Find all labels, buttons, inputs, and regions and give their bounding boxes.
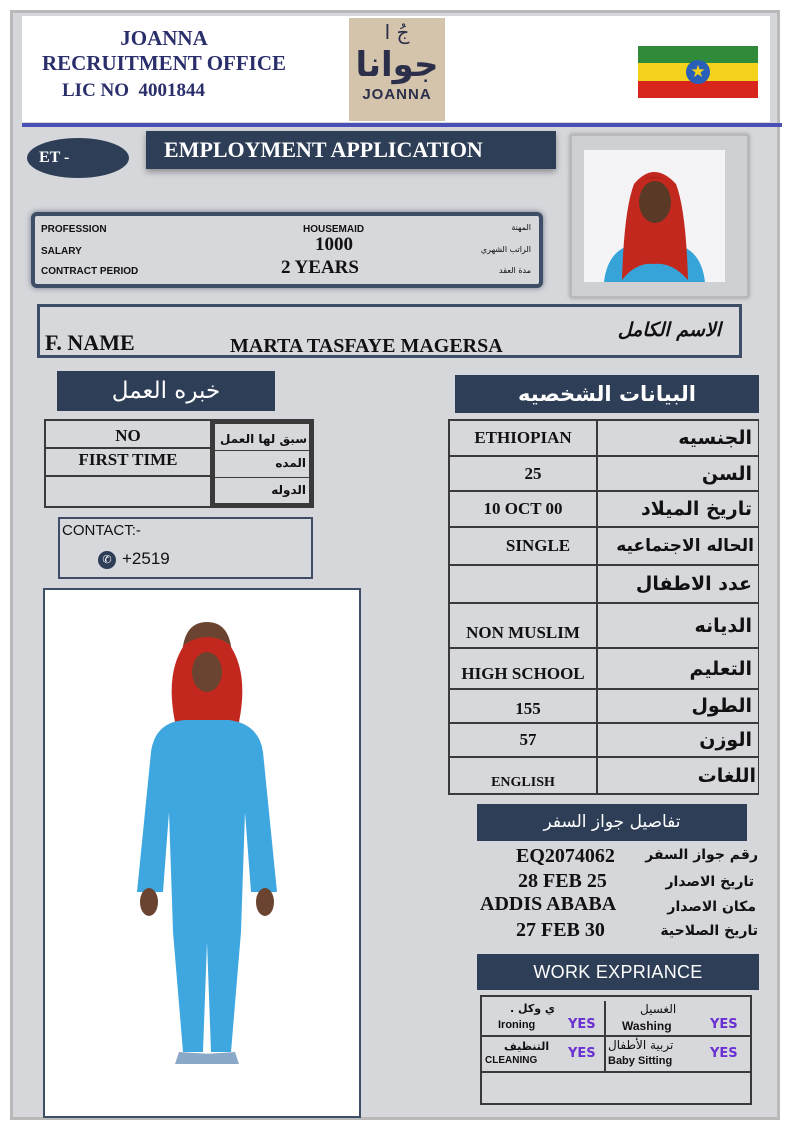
personal-value-5: NON MUSLIM xyxy=(466,622,580,642)
skill-en-3: Baby Sitting xyxy=(608,1055,673,1067)
skill-status-0: YES xyxy=(568,1017,596,1032)
personal-value-cell-9 xyxy=(449,757,597,794)
personal-label-cell-1 xyxy=(597,456,759,491)
profession-value: HOUSEMAID xyxy=(303,224,365,235)
full-name-row xyxy=(37,304,742,358)
personal-value-cell-2 xyxy=(449,491,597,527)
skill-en-2: CLEANING xyxy=(485,1055,538,1066)
skill-ar-3: تربية الأطفال xyxy=(608,1038,674,1052)
experience-value-0: NO xyxy=(46,421,212,449)
passport-label-2: مكان الاصدار xyxy=(667,899,756,915)
contact-box xyxy=(58,517,313,579)
reference-badge xyxy=(27,138,129,178)
personal-label-5: الديانه xyxy=(694,614,752,637)
skill-ar-1: الغسيل xyxy=(640,1002,677,1016)
passport-value-3: 27 FEB 30 xyxy=(516,919,605,941)
personal-value-cell-6 xyxy=(449,648,597,689)
personal-label-cell-6 xyxy=(597,648,759,689)
personal-value-cell-0 xyxy=(449,420,597,456)
skill-en-1: Washing xyxy=(622,1019,672,1033)
personal-label-8: الوزن xyxy=(699,729,752,751)
skill-cell-washing xyxy=(606,1001,750,1037)
salary-label: SALARY xyxy=(41,246,82,257)
personal-label-cell-5 xyxy=(597,603,759,648)
personal-value-9: ENGLISH xyxy=(491,774,555,790)
personal-label-7: الطول xyxy=(691,695,752,717)
passport-value-2: ADDIS ABABA xyxy=(480,893,617,915)
work-experience-heading: WORK EXPRIANCE xyxy=(477,954,759,990)
full-name-value: MARTA TASFAYE MAGERSA xyxy=(230,335,503,357)
personal-data-heading: البيانات الشخصيه xyxy=(455,375,759,413)
flag-emblem-icon: ★ xyxy=(686,60,710,84)
skill-en-0: Ironing xyxy=(498,1019,536,1031)
personal-data-table xyxy=(448,419,759,795)
skill-status-3: YES xyxy=(710,1046,738,1061)
skill-status-1: YES xyxy=(710,1017,738,1032)
personal-value-cell-4 xyxy=(449,565,597,603)
passport-value-1: 28 FEB 25 xyxy=(518,870,607,892)
skill-cell-cleaning xyxy=(482,1037,606,1073)
contact-label: CONTACT:- xyxy=(62,522,141,539)
personal-value-8: 57 xyxy=(519,730,537,749)
personal-label-4: عدد الاطفال xyxy=(635,573,752,595)
personal-label-2: تاريخ الميلاد xyxy=(641,498,752,520)
passport-heading: تفاصيل جواز السفر xyxy=(477,804,747,841)
experience-table xyxy=(44,419,314,508)
logo-arabic: جوانا xyxy=(355,45,439,85)
full-name-label: F. NAME xyxy=(45,330,135,355)
personal-value-2: 10 OCT 00 xyxy=(483,499,563,518)
personal-value-0: ETHIOPIAN xyxy=(474,428,572,447)
ethiopia-flag xyxy=(638,46,758,98)
personal-value-cell-5 xyxy=(449,603,597,648)
full-body-photo xyxy=(43,588,361,1118)
skill-cell-ironing xyxy=(482,1001,606,1037)
skill-status-2: YES xyxy=(568,1046,596,1061)
form-title: EMPLOYMENT APPLICATION xyxy=(146,131,556,169)
personal-label-cell-0 xyxy=(597,420,759,456)
experience-label-0: سبق لها العمل xyxy=(215,424,309,451)
experience-heading: خبره العمل xyxy=(57,371,275,411)
personal-value-cell-3 xyxy=(449,527,597,565)
passport-label-1: تاريخ الاصدار xyxy=(665,874,754,890)
skills-grid xyxy=(480,995,752,1105)
passport-value-0: EQ2074062 xyxy=(516,845,615,867)
profession-label-ar: المهنة xyxy=(511,223,531,232)
contract-label: CONTRACT PERIOD xyxy=(41,266,139,277)
personal-label-1: السن xyxy=(701,462,752,485)
job-details-box xyxy=(31,212,543,288)
office-name-line1: JOANNA xyxy=(120,26,208,50)
logo-latin: JOANNA xyxy=(362,86,432,103)
passport-details xyxy=(470,845,760,950)
personal-label-cell-3 xyxy=(597,527,759,565)
personal-value-1: 25 xyxy=(524,463,542,483)
personal-label-3: الحاله الاجتماعيه xyxy=(616,536,754,556)
personal-label-cell-7 xyxy=(597,689,759,723)
personal-label-6: التعليم xyxy=(689,657,752,680)
personal-label-cell-8 xyxy=(597,723,759,757)
personal-label-9: اللغات xyxy=(697,764,756,787)
salary-value: 1000 xyxy=(315,234,353,255)
contract-label-ar: مدة العقد xyxy=(499,266,531,275)
personal-label-cell-4 xyxy=(597,565,759,603)
experience-label-2: الدوله xyxy=(271,483,306,497)
contract-value: 2 YEARS xyxy=(281,257,359,278)
contact-phone: +2519 xyxy=(122,549,170,568)
company-logo xyxy=(349,18,445,121)
experience-label-1: المده xyxy=(215,451,309,478)
salary-label-ar: الراتب الشهري xyxy=(480,245,531,254)
passport-label-0: رقم جواز السفر xyxy=(645,847,758,863)
profession-label: PROFESSION xyxy=(41,224,107,235)
personal-label-cell-9 xyxy=(597,757,759,794)
experience-value-1: FIRST TIME xyxy=(46,449,212,477)
skill-cell-babysitting xyxy=(606,1037,750,1073)
experience-label-column xyxy=(212,421,312,506)
personal-value-cell-8 xyxy=(449,723,597,757)
experience-value-2 xyxy=(46,477,212,506)
logo-mark: جُ ا xyxy=(384,20,410,44)
office-name-line2: RECRUITMENT OFFICE xyxy=(41,51,287,75)
personal-value-3: SINGLE xyxy=(505,536,571,555)
personal-value-cell-1 xyxy=(449,456,597,491)
reference-badge-text: ET - xyxy=(39,149,70,166)
personal-label-0: الجنسيه xyxy=(678,427,752,449)
personal-value-6: HIGH SCHOOL xyxy=(461,663,585,683)
full-name-label-ar: الاسم الكامل xyxy=(617,319,721,341)
office-name xyxy=(28,26,300,76)
license-number: LIC NO 4001844 xyxy=(62,80,206,101)
skill-ar-0: ي وكل . xyxy=(510,1002,555,1015)
skill-ar-2: التنظيف xyxy=(504,1040,550,1053)
personal-label-cell-2 xyxy=(597,491,759,527)
personal-value-7: 155 xyxy=(515,699,541,718)
phone-icon: ✆ xyxy=(98,551,116,569)
passport-label-3: تاريخ الصلاحية xyxy=(660,923,758,939)
headshot-photo xyxy=(570,134,749,298)
header-divider xyxy=(22,123,782,127)
personal-value-cell-7 xyxy=(449,689,597,723)
